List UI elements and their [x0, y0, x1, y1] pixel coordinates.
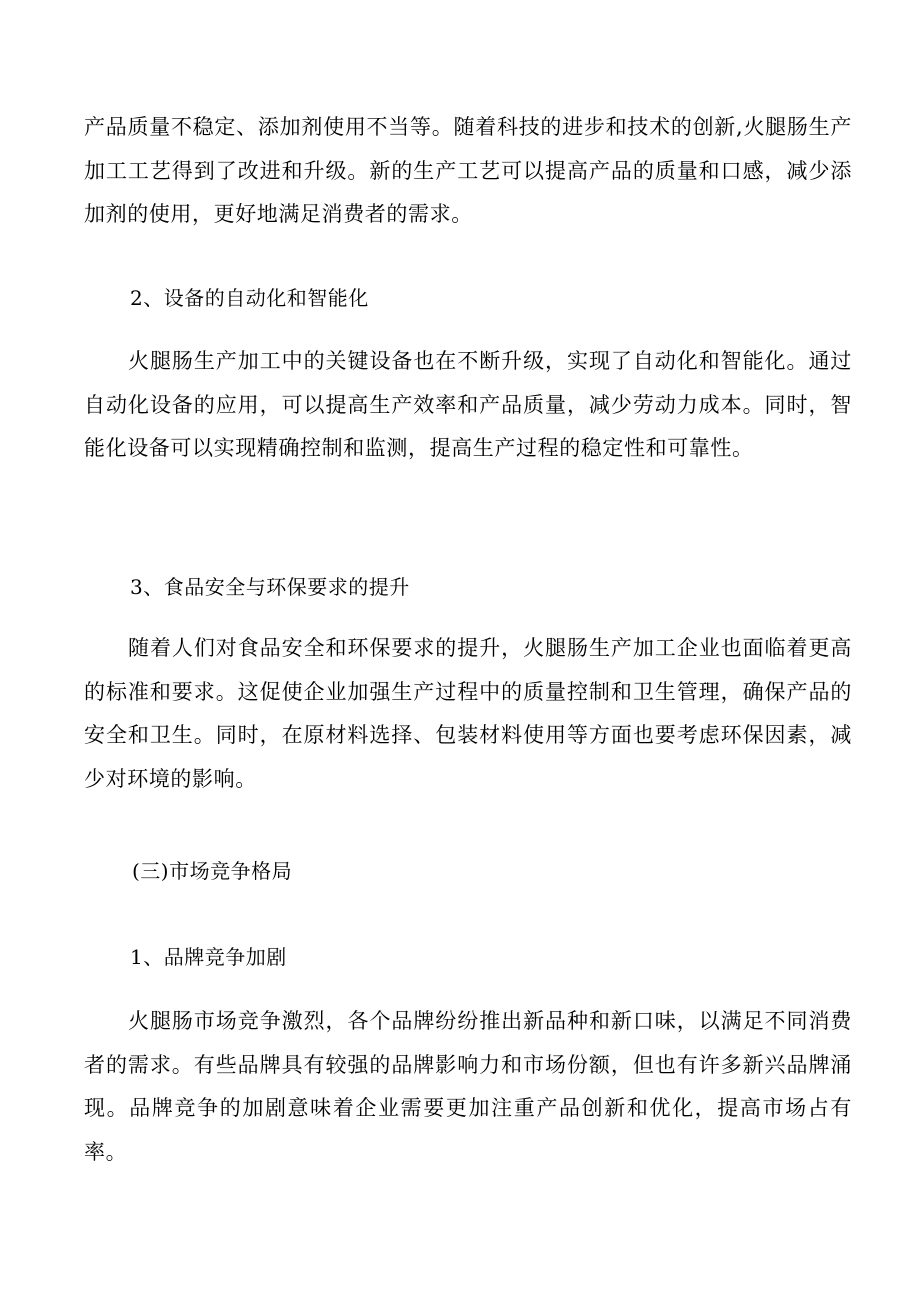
paragraph-food-safety: 随着人们对食品安全和环保要求的提升，火腿肠生产加工企业也面临着更高的标准和要求。这促使企业加强生产过程中的质量控制和卫生管理，确保产品的安全和卫生。同时，在原材料选择、包装材料使用等方面也要考虑环保因素，减少对环境的影响。 — [84, 636, 852, 791]
heading-food-safety: 3、食品安全与环保要求的提升 — [130, 575, 410, 599]
paragraph-brand-competition: 火腿肠市场竞争激烈，各个品牌纷纷推出新品种和新口味，以满足不同消费者的需求。有些品牌具有较强的品牌影响力和市场份额，但也有许多新兴品牌涌现。品牌竞争的加剧意味着企业需要更加注重产品创新和优化，提高市场占有率。 — [84, 1009, 852, 1164]
heading-brand-competition: 1、品牌竞争加剧 — [130, 945, 287, 969]
section-heading-market-competition: (三)市场竞争格局 — [132, 859, 293, 883]
paragraph-equipment-automation: 火腿肠生产加工中的关键设备也在不断升级，实现了自动化和智能化。通过自动化设备的应用，可以提高生产效率和产品质量，减少劳动力成本。同时，智能化设备可以实现精确控制和监测，提高生产过程的稳定性和可靠性。 — [84, 349, 852, 460]
heading-equipment-automation: 2、设备的自动化和智能化 — [130, 286, 369, 310]
paragraph-process-upgrade: 产品质量不稳定、添加剂使用不当等。随着科技的进步和技术的创新,火腿肠生产加工工艺得到了改进和升级。新的生产工艺可以提高产品的质量和口感，减少添加剂的使用，更好地满足消费者的需求。 — [84, 115, 852, 226]
